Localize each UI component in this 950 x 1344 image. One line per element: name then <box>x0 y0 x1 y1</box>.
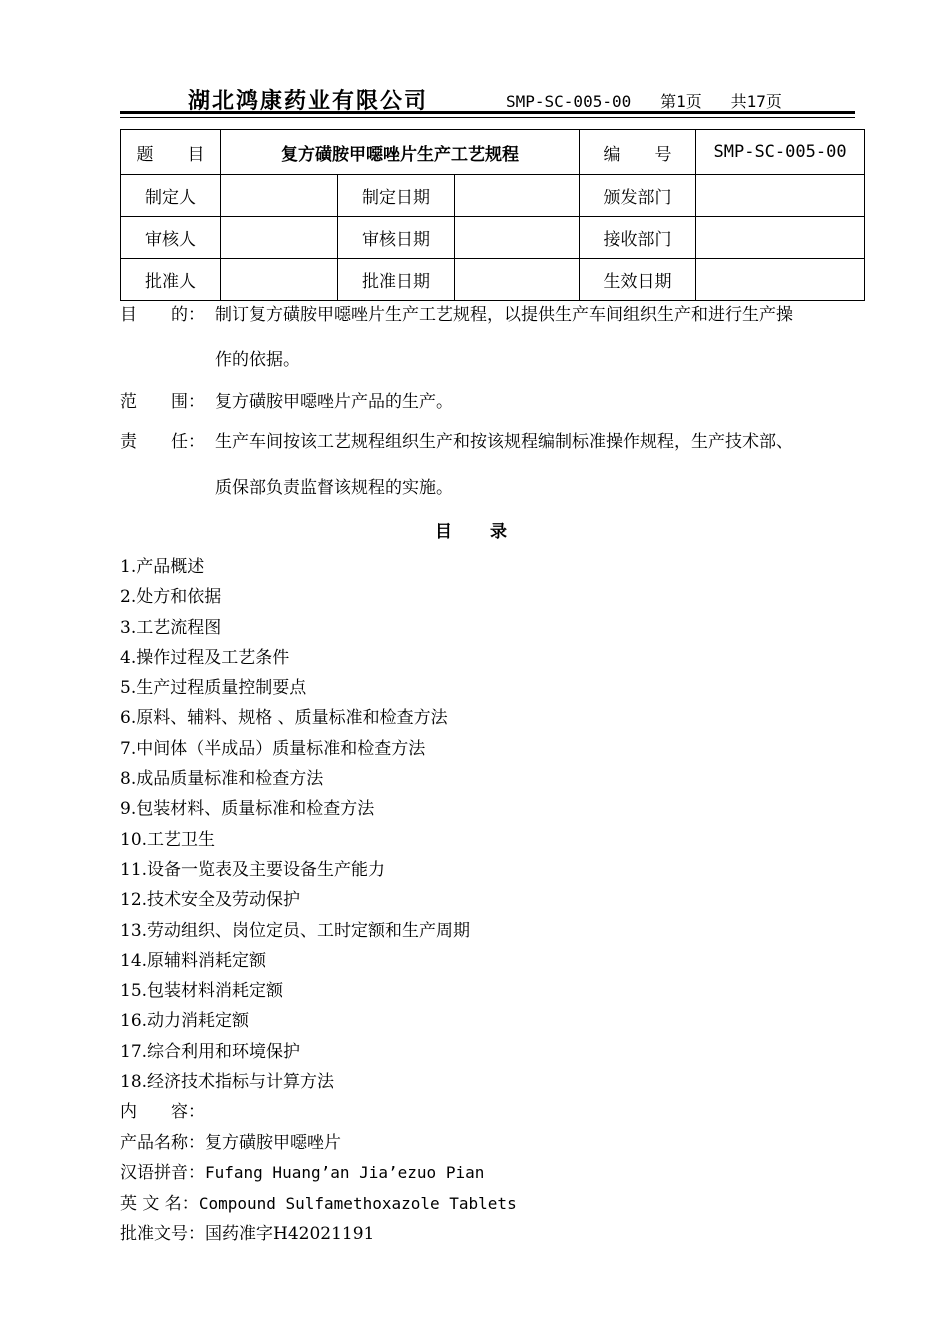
toc-title: 目录 <box>435 522 545 542</box>
toc-item: 16.动力消耗定额 <box>120 1011 250 1032</box>
toc-item: 2.处方和依据 <box>120 587 222 608</box>
approval-date-label: 批准日期 <box>338 259 455 301</box>
toc-item: 6.原料、辅料、规格 、质量标准和检查方法 <box>120 708 448 729</box>
review-date-label: 审核日期 <box>338 217 455 259</box>
scope-label: 范 围： <box>120 392 205 412</box>
approval-number-label: 批准文号： <box>120 1224 205 1244</box>
toc-item: 12.技术安全及劳动保护 <box>120 890 301 911</box>
table-row <box>121 259 865 301</box>
toc-item: 8.成品质量标准和检查方法 <box>120 769 324 790</box>
document-title: 复方磺胺甲噁唑片生产工艺规程 <box>221 130 580 175</box>
product-info <box>120 1100 517 1253</box>
product-name-label: 产品名称： <box>120 1132 205 1153</box>
approval-number: 国药准字H42021191 <box>205 1224 375 1244</box>
pinyin-label: 汉语拼音： <box>120 1163 205 1183</box>
toc-item: 14.原辅料消耗定额 <box>120 950 267 971</box>
receiving-dept-label: 接收部门 <box>580 217 696 259</box>
approver-value <box>221 259 338 301</box>
purpose-label: 目 的： <box>120 305 205 325</box>
product-name-line <box>120 1131 517 1162</box>
title-label: 题 目 <box>121 130 221 175</box>
purpose-paragraph <box>120 303 793 327</box>
table-row <box>121 175 865 217</box>
document-reference: SMP-SC-005-00 第1页 共17页 <box>506 92 782 111</box>
page-header <box>120 82 855 114</box>
purpose-paragraph-continued: 作的依据。 <box>215 350 300 370</box>
responsibility-paragraph-continued: 质保部负责监督该规程的实施。 <box>215 478 453 498</box>
responsibility-label: 责 任： <box>120 432 205 452</box>
scope-paragraph <box>120 390 453 414</box>
header-rule-thick <box>120 111 855 114</box>
scope-text: 复方磺胺甲噁唑片产品的生产。 <box>215 392 453 412</box>
approver-label: 批准人 <box>121 259 221 301</box>
company-name: 湖北鸿康药业有限公司 <box>188 89 429 114</box>
approval-date-value <box>455 259 580 301</box>
issuing-dept-value <box>696 175 865 217</box>
document-number: SMP-SC-005-00 <box>696 130 865 175</box>
pinyin-line <box>120 1161 517 1192</box>
review-date-value <box>455 217 580 259</box>
effective-date-value <box>696 259 865 301</box>
toc-item: 7.中间体（半成品）质量标准和检查方法 <box>120 738 426 759</box>
toc-item: 13.劳动组织、岗位定员、工时定额和生产周期 <box>120 920 471 941</box>
toc-item: 1.产品概述 <box>120 557 205 577</box>
toc-item: 10.工艺卫生 <box>120 829 216 850</box>
toc-item: 5.生产过程质量控制要点 <box>120 678 307 699</box>
table-of-contents <box>120 555 470 1100</box>
toc-item: 4.操作过程及工艺条件 <box>120 647 290 668</box>
approval-number-line <box>120 1222 517 1253</box>
created-date-label: 制定日期 <box>338 175 455 217</box>
responsibility-paragraph <box>120 430 793 454</box>
responsibility-text: 生产车间按该工艺规程组织生产和按该规程编制标准操作规程，生产技术部、 <box>215 432 793 452</box>
product-name: 复方磺胺甲噁唑片 <box>205 1132 341 1153</box>
table-row <box>121 130 865 175</box>
toc-item: 17.综合利用和环境保护 <box>120 1041 301 1062</box>
author-label: 制定人 <box>121 175 221 217</box>
toc-item: 18.经济技术指标与计算方法 <box>120 1072 335 1093</box>
author-value <box>221 175 338 217</box>
english-name-line <box>120 1192 517 1223</box>
reviewer-value <box>221 217 338 259</box>
pinyin-name: Fufang Huang’an Jia’ezuo Pian <box>205 1163 485 1182</box>
toc-item: 15.包装材料消耗定额 <box>120 981 284 1002</box>
english-name-label: 英 文 名： <box>120 1193 199 1214</box>
table-row <box>121 217 865 259</box>
toc-item: 9.包装材料、质量标准和检查方法 <box>120 799 375 820</box>
number-label: 编 号 <box>580 130 696 175</box>
effective-date-label: 生效日期 <box>580 259 696 301</box>
issuing-dept-label: 颁发部门 <box>580 175 696 217</box>
receiving-dept-value <box>696 217 865 259</box>
header-rule-thin <box>120 117 855 118</box>
content-heading: 内 容： <box>120 1102 205 1122</box>
reviewer-label: 审核人 <box>121 217 221 259</box>
toc-item: 3.工艺流程图 <box>120 617 222 638</box>
purpose-text: 制订复方磺胺甲噁唑片生产工艺规程，以提供生产车间组织生产和进行生产操 <box>215 305 793 325</box>
toc-item: 11.设备一览表及主要设备生产能力 <box>120 859 386 880</box>
document-info-table <box>120 129 865 301</box>
created-date-value <box>455 175 580 217</box>
english-name: Compound Sulfamethoxazole Tablets <box>198 1193 517 1213</box>
